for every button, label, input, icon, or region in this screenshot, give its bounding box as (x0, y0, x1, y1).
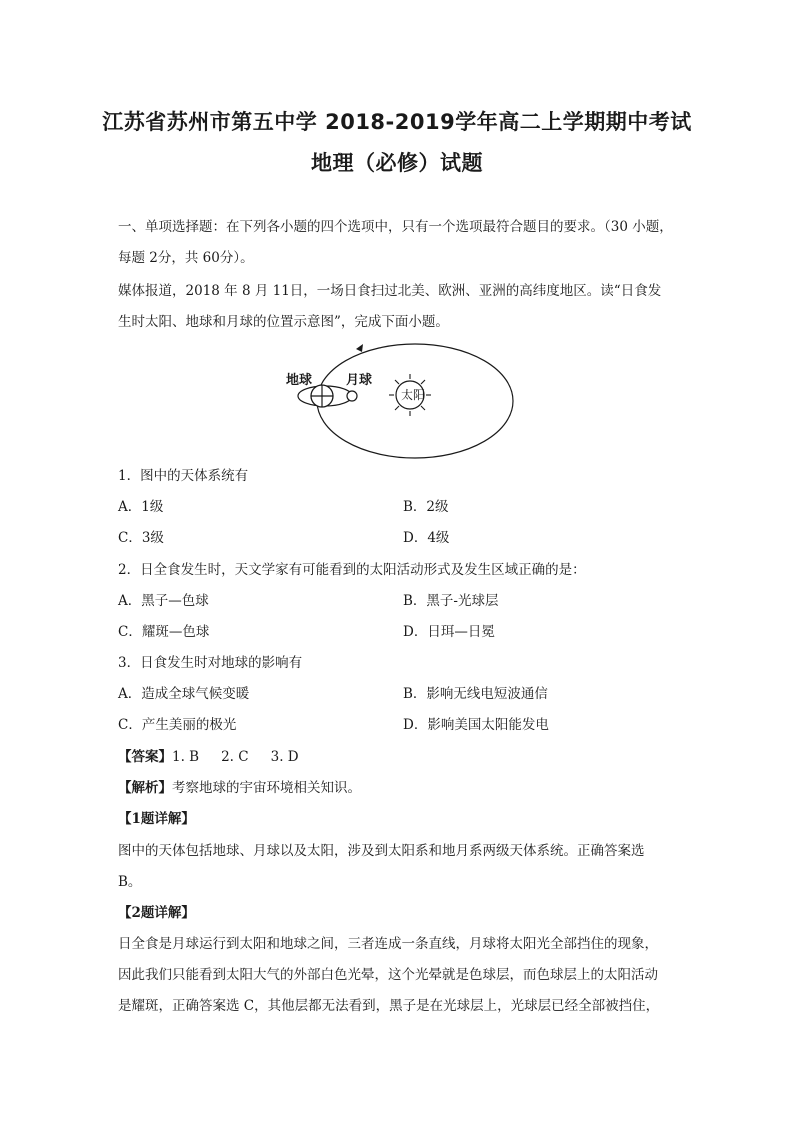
section-instruction-line2: 每题 2分，共 60分）。 (118, 250, 254, 266)
question-1-option-a: A．1级 (118, 499, 164, 515)
moon-label: 月球 (346, 373, 373, 388)
detail-1-line2: B。 (118, 874, 142, 890)
question-2-option-b: B．黑子-光球层 (403, 593, 499, 609)
question-1-option-b: B．2级 (403, 499, 449, 515)
question-2-option-a: A．黑子—色球 (118, 593, 209, 609)
question-1-stem: 1．图中的天体系统有 (118, 468, 249, 484)
answer-line (118, 747, 678, 767)
earth-icon (311, 385, 333, 407)
detail-2-line2: 因此我们只能看到太阳大气的外部白色光晕，这个光晕就是色球层，而色球层上的太阳活动 (118, 967, 658, 983)
analysis-label: 【解析】 (118, 780, 172, 796)
intro-line2: 生时太阳、地球和月球的位置示意图”，完成下面小题。 (118, 314, 449, 330)
document-title-line2: 地理（必修）试题 (311, 151, 483, 175)
detail-2-line3: 是耀斑，正确答案选 C，其他层都无法看到，黑子是在光球层上，光球层已经全部被挡住， (118, 998, 660, 1014)
section-instruction-line1: 一、单项选择题：在下列各小题的四个选项中，只有一个选项最符合题目的要求。（30 小题， (118, 219, 673, 235)
question-3-option-c: C．产生美丽的极光 (118, 717, 237, 733)
sun-label: 太阳 (401, 388, 426, 402)
detail-1-heading: 【1题详解】 (118, 811, 195, 827)
detail-1-line1: 图中的天体包括地球、月球以及太阳，涉及到太阳系和地月系两级天体系统。正确答案选 (118, 843, 645, 859)
question-3-option-d: D．影响美国太阳能发电 (403, 717, 549, 733)
question-3-option-b: B．影响无线电短波通信 (403, 686, 548, 702)
earth-label: 地球 (286, 373, 313, 388)
detail-2-line1: 日全食是月球运行到太阳和地球之间，三者连成一条直线，月球将太阳光全部挡住的现象， (118, 936, 658, 952)
question-1-option-c: C．3级 (118, 530, 164, 546)
question-1-option-d: D．4级 (403, 530, 450, 546)
answer-item-2: 2. C (221, 749, 249, 765)
answer-item-1: 1. B (172, 749, 200, 765)
analysis-line (118, 778, 678, 798)
question-2-option-d: D．日珥—日冕 (403, 624, 495, 640)
moon-icon (347, 391, 357, 401)
question-2-stem: 2．日全食发生时，天文学家有可能看到的太阳活动形式及发生区域正确的是： (118, 562, 586, 578)
question-3-option-a: A．造成全球气候变暖 (118, 686, 250, 702)
question-3-stem: 3．日食发生时对地球的影响有 (118, 655, 303, 671)
answer-label: 【答案】 (118, 749, 172, 765)
eclipse-diagram (270, 340, 530, 465)
question-2-option-c: C．耀斑—色球 (118, 624, 210, 640)
intro-line1: 媒体报道，2018 年 8 月 11日，一场日食扫过北美、欧洲、亚洲的高纬度地区。读“日食发 (118, 283, 662, 299)
detail-2-heading: 【2题详解】 (118, 905, 195, 921)
answer-item-3: 3. D (270, 749, 299, 765)
document-title-line1: 江苏省苏州市第五中学 2018-2019学年高二上学期期中考试 (102, 110, 692, 134)
analysis-text: 考察地球的宇宙环境相关知识。 (172, 780, 361, 796)
orbit-arrow-icon (356, 344, 363, 352)
eclipse-diagram-svg (270, 340, 530, 465)
